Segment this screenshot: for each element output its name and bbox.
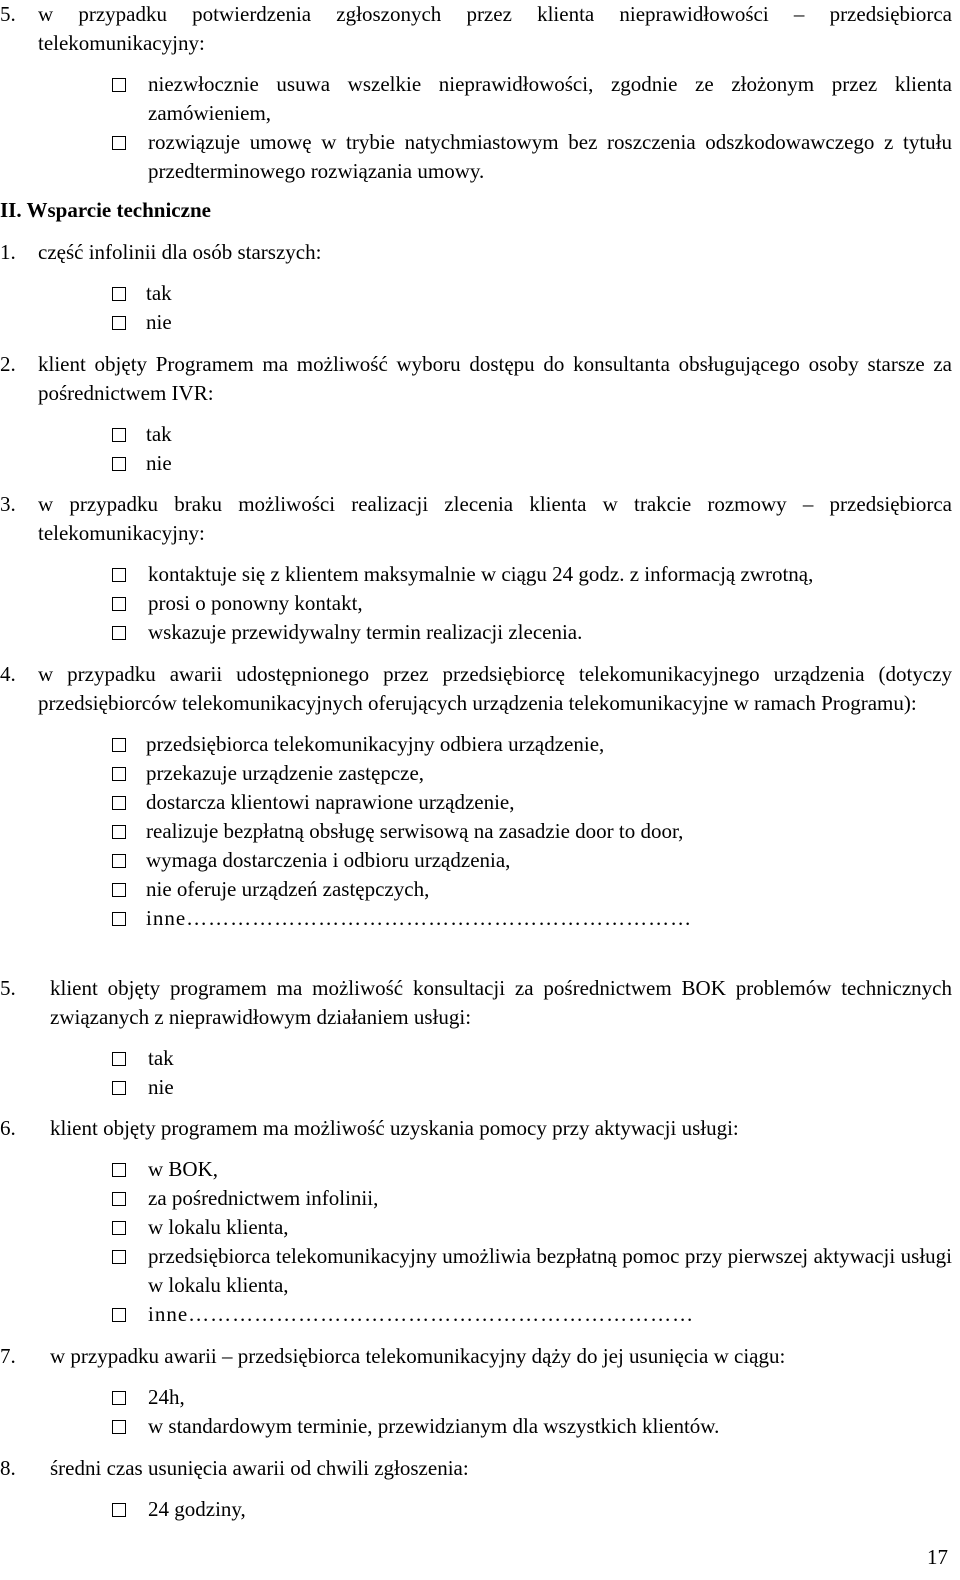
page-number: 17: [927, 1545, 948, 1569]
question-5b: [0, 974, 952, 1102]
option-label: za pośrednictwem infolinii,: [148, 1186, 379, 1210]
option-label: wskazuje przewidywalny termin realizacji zlecenia.: [148, 620, 583, 644]
question-2: [0, 350, 952, 478]
checkbox-option[interactable]: [112, 1300, 952, 1329]
question-text: w przypadku potwierdzenia zgłoszonych przez klienta nieprawidłowości – przedsiębiorca telekomunikacyjny:: [38, 2, 952, 55]
checkbox-icon[interactable]: [112, 597, 126, 611]
checkbox-option[interactable]: [112, 1412, 952, 1441]
option-list: [0, 420, 952, 478]
option-label: w standardowym terminie, przewidzianym dla wszystkich klientów.: [148, 1414, 720, 1438]
checkbox-icon[interactable]: [112, 428, 126, 442]
option-label: 24 godziny,: [148, 1497, 246, 1521]
option-label: niezwłocznie usuwa wszelkie nieprawidłowości, zgodnie ze złożonym przez klienta zamówieniem,: [148, 72, 952, 125]
option-label: 24h,: [148, 1385, 185, 1409]
option-label: tak: [146, 281, 172, 305]
option-list: [0, 1155, 952, 1329]
option-label: w BOK,: [148, 1157, 219, 1181]
checkbox-option[interactable]: [112, 817, 952, 846]
question-number: 2.: [0, 352, 16, 376]
question-7: [0, 1342, 952, 1441]
checkbox-option[interactable]: [112, 279, 952, 308]
question-number: 7.: [0, 1344, 16, 1368]
option-list: [0, 1044, 952, 1102]
checkbox-option[interactable]: [112, 420, 952, 449]
question-number: 4.: [0, 662, 16, 686]
checkbox-option[interactable]: [112, 449, 952, 478]
option-label: przekazuje urządzenie zastępcze,: [146, 761, 425, 785]
option-label: wymaga dostarczenia i odbioru urządzenia,: [146, 848, 511, 872]
checkbox-icon[interactable]: [112, 1163, 126, 1177]
checkbox-icon[interactable]: [112, 287, 126, 301]
checkbox-icon[interactable]: [112, 825, 126, 839]
checkbox-icon[interactable]: [112, 738, 126, 752]
option-label-other: inne……………………………………………………………: [148, 1302, 695, 1326]
checkbox-option[interactable]: [112, 1495, 952, 1524]
checkbox-icon[interactable]: [112, 1052, 126, 1066]
checkbox-icon[interactable]: [112, 1221, 126, 1235]
checkbox-option[interactable]: [112, 788, 952, 817]
checkbox-icon[interactable]: [112, 796, 126, 810]
checkbox-option[interactable]: [112, 589, 952, 618]
question-8: [0, 1454, 952, 1524]
question-text: w przypadku awarii udostępnionego przez przedsiębiorcę telekomunikacyjnego urządzenia (dotyczy przedsiębiorców telekomunikacyjnych oferujących urządzenia telekomunikacyjne w ramach Programu):: [38, 662, 952, 715]
section-heading: II. Wsparcie techniczne: [0, 198, 211, 222]
option-label: dostarcza klientowi naprawione urządzenie,: [146, 790, 515, 814]
checkbox-icon[interactable]: [112, 1391, 126, 1405]
option-list: [0, 560, 952, 647]
checkbox-option[interactable]: [112, 308, 952, 337]
checkbox-icon[interactable]: [112, 1192, 126, 1206]
checkbox-icon[interactable]: [112, 883, 126, 897]
question-1: [0, 238, 952, 337]
question-text: klient objęty programem ma możliwość uzyskania pomocy przy aktywacji usługi:: [50, 1116, 739, 1140]
checkbox-option[interactable]: [112, 846, 952, 875]
option-label: nie oferuje urządzeń zastępczych,: [146, 877, 430, 901]
option-list: [0, 730, 952, 933]
question-4: [0, 660, 952, 933]
checkbox-option[interactable]: [112, 875, 952, 904]
option-list: [0, 1383, 952, 1441]
checkbox-icon[interactable]: [112, 316, 126, 330]
checkbox-option[interactable]: [112, 1155, 952, 1184]
checkbox-option[interactable]: [112, 560, 952, 589]
checkbox-option[interactable]: [112, 1213, 952, 1242]
option-label: przedsiębiorca telekomunikacyjny umożliwia bezpłatną pomoc przy pierwszej aktywacji usługi w lokalu klienta,: [148, 1244, 952, 1297]
question-5a: [0, 0, 952, 186]
option-label: realizuje bezpłatną obsługę serwisową na zasadzie door to door,: [146, 819, 684, 843]
question-text: część infolinii dla osób starszych:: [38, 240, 322, 264]
checkbox-icon[interactable]: [112, 912, 126, 926]
checkbox-option[interactable]: [112, 904, 952, 933]
option-label: nie: [146, 310, 172, 334]
option-label: kontaktuje się z klientem maksymalnie w ciągu 24 godz. z informacją zwrotną,: [148, 562, 814, 586]
checkbox-option[interactable]: [112, 1184, 952, 1213]
checkbox-icon[interactable]: [112, 1420, 126, 1434]
question-text: w przypadku braku możliwości realizacji zlecenia klienta w trakcie rozmowy – przedsiębiorca telekomunikacyjny:: [38, 492, 952, 545]
option-list: [0, 279, 952, 337]
checkbox-option[interactable]: [112, 70, 952, 128]
checkbox-icon[interactable]: [112, 457, 126, 471]
question-3: [0, 490, 952, 647]
checkbox-option[interactable]: [112, 759, 952, 788]
question-text: w przypadku awarii – przedsiębiorca telekomunikacyjny dąży do jej usunięcia w ciągu:: [50, 1344, 786, 1368]
option-list: [0, 1495, 952, 1524]
question-number: 5.: [0, 976, 16, 1000]
question-text: średni czas usunięcia awarii od chwili zgłoszenia:: [50, 1456, 469, 1480]
checkbox-option[interactable]: [112, 730, 952, 759]
checkbox-icon[interactable]: [112, 136, 126, 150]
checkbox-icon[interactable]: [112, 1503, 126, 1517]
checkbox-option[interactable]: [112, 1242, 952, 1300]
checkbox-icon[interactable]: [112, 1081, 126, 1095]
checkbox-icon[interactable]: [112, 854, 126, 868]
question-number: 8.: [0, 1456, 16, 1480]
checkbox-icon[interactable]: [112, 626, 126, 640]
question-number: 6.: [0, 1116, 16, 1140]
option-label: przedsiębiorca telekomunikacyjny odbiera urządzenie,: [146, 732, 605, 756]
option-label: nie: [146, 451, 172, 475]
checkbox-icon[interactable]: [112, 1308, 126, 1322]
checkbox-option[interactable]: [112, 1044, 952, 1073]
option-label: nie: [148, 1075, 174, 1099]
option-label: w lokalu klienta,: [148, 1215, 289, 1239]
checkbox-option[interactable]: [112, 1073, 952, 1102]
checkbox-icon[interactable]: [112, 1250, 126, 1264]
checkbox-icon[interactable]: [112, 568, 126, 582]
checkbox-icon[interactable]: [112, 78, 126, 92]
option-label: tak: [146, 422, 172, 446]
checkbox-option[interactable]: [112, 1383, 952, 1412]
checkbox-option[interactable]: [112, 618, 952, 647]
question-number: 1.: [0, 240, 16, 264]
option-label-other: inne……………………………………………………………: [146, 906, 693, 930]
question-6: [0, 1114, 952, 1329]
option-list: [0, 70, 952, 186]
option-label: prosi o ponowny kontakt,: [148, 591, 363, 615]
option-label: tak: [148, 1046, 174, 1070]
question-text: klient objęty programem ma możliwość konsultacji za pośrednictwem BOK problemów technicznych związanych z nieprawidłowym działaniem usługi:: [50, 976, 952, 1029]
question-text: klient objęty Programem ma możliwość wyboru dostępu do konsultanta obsługującego osoby starsze za pośrednictwem IVR:: [38, 352, 952, 405]
question-number: 3.: [0, 492, 16, 516]
option-label: rozwiązuje umowę w trybie natychmiastowym bez roszczenia odszkodowawczego z tytułu przedterminowego rozwiązania umowy.: [148, 130, 952, 183]
checkbox-icon[interactable]: [112, 767, 126, 781]
question-number: 5.: [0, 2, 16, 26]
checkbox-option[interactable]: [112, 128, 952, 186]
